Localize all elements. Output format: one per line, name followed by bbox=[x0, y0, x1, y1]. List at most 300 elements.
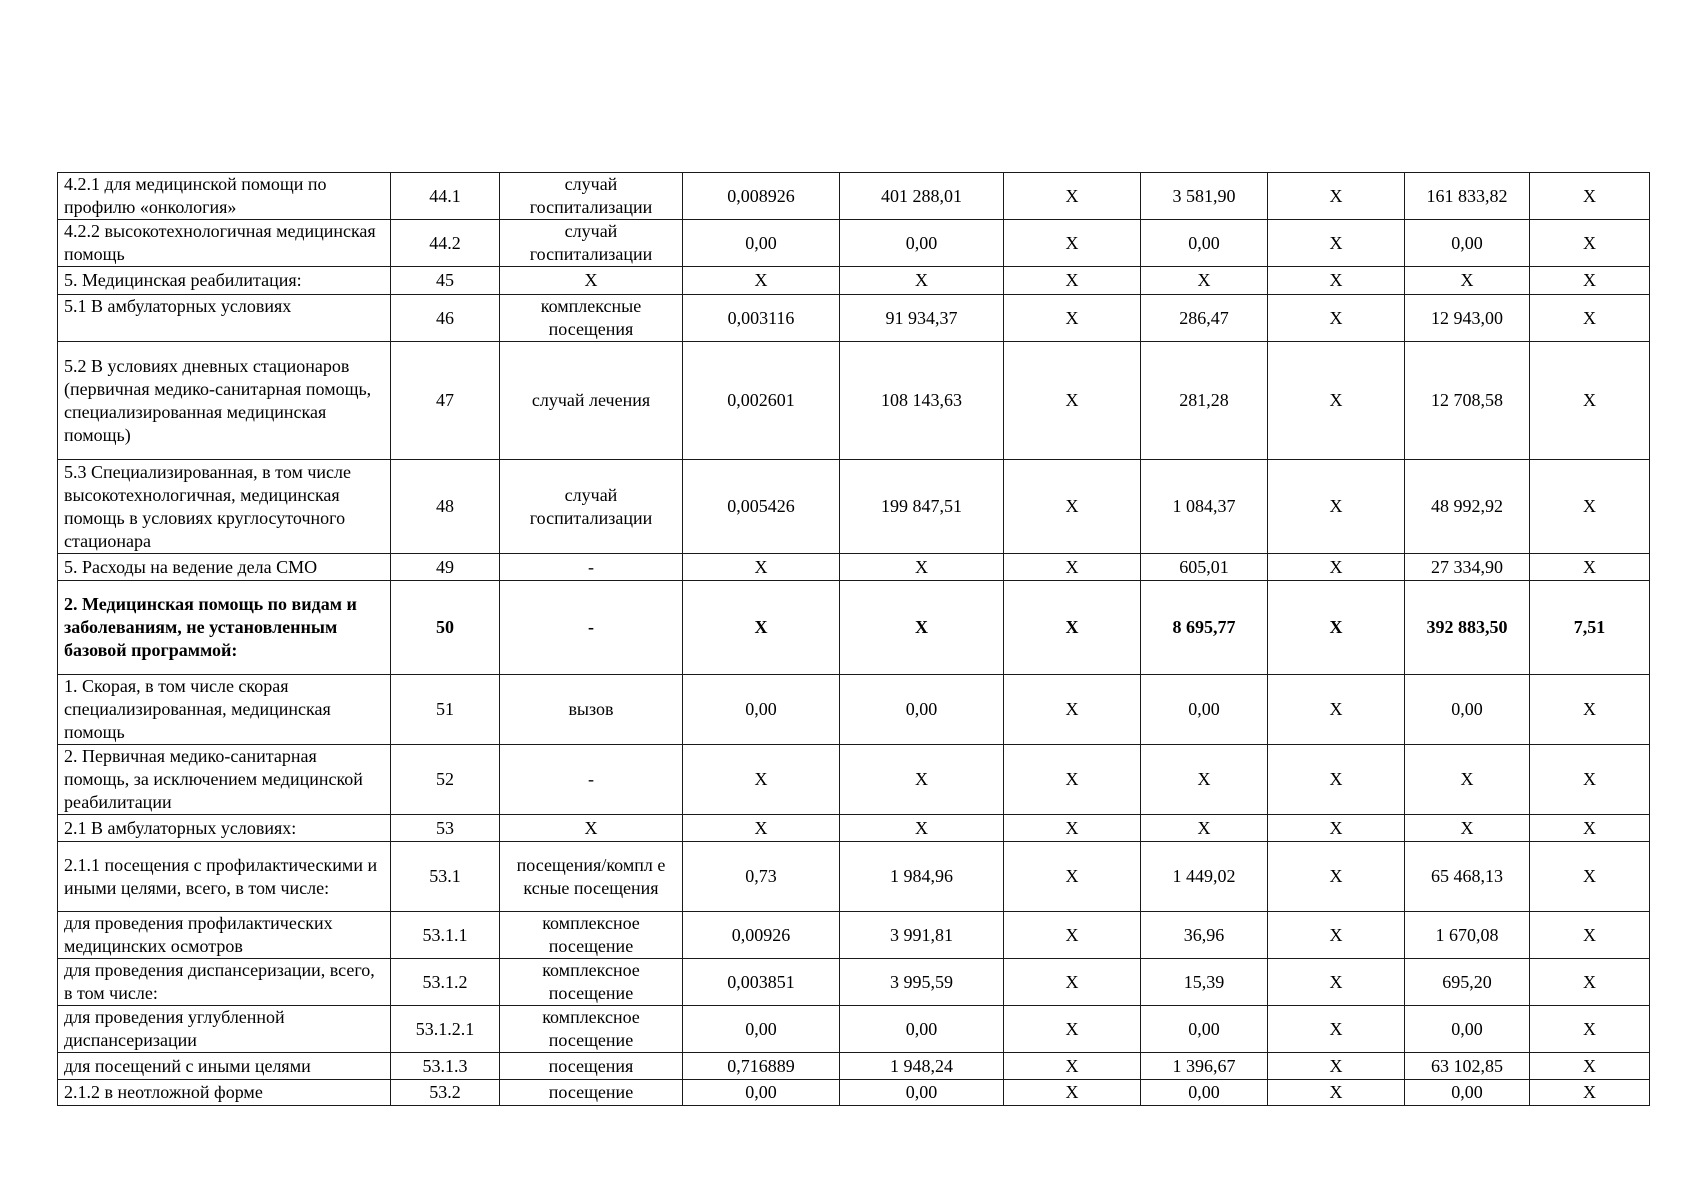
cell-value: X bbox=[1329, 699, 1343, 719]
cell-value: 53.2 bbox=[429, 1082, 461, 1102]
table-cell bbox=[500, 959, 683, 1006]
row-name: 2. Первичная медико-санитарная помощь, за исключением медицинской реабилитации bbox=[64, 746, 363, 812]
cell-value: X bbox=[1329, 924, 1343, 945]
cell-value: 0,00 bbox=[905, 1082, 938, 1102]
cell-value: 53 bbox=[436, 817, 454, 838]
table-cell bbox=[1268, 295, 1405, 342]
cell-value: X bbox=[1329, 496, 1343, 516]
table-cell bbox=[1405, 267, 1530, 295]
table-cell bbox=[840, 460, 1004, 554]
table-cell bbox=[1530, 581, 1650, 675]
cell-value: - bbox=[588, 769, 594, 789]
cell-value: X bbox=[1065, 390, 1079, 410]
cell-value: 199 847,51 bbox=[881, 496, 962, 516]
table-cell bbox=[500, 842, 683, 912]
cell-value: 52 bbox=[436, 769, 454, 789]
cell-value: X bbox=[1329, 270, 1343, 290]
cell-value: 65 468,13 bbox=[1431, 866, 1503, 886]
table-row bbox=[58, 1053, 1650, 1080]
row-name-cell bbox=[58, 745, 391, 815]
row-name-cell bbox=[58, 815, 391, 842]
cell-value: 53.1.3 bbox=[422, 1055, 468, 1076]
table-cell bbox=[1405, 295, 1530, 342]
cell-value: X bbox=[1583, 699, 1596, 719]
table-row bbox=[58, 745, 1650, 815]
cell-value: X bbox=[1065, 924, 1079, 945]
table-row bbox=[58, 267, 1650, 295]
table-cell bbox=[1530, 745, 1650, 815]
row-name-cell bbox=[58, 220, 391, 267]
table-cell bbox=[1141, 1006, 1268, 1053]
cell-value: X bbox=[915, 769, 928, 789]
cell-value: 0,73 bbox=[745, 866, 777, 886]
table-cell bbox=[500, 1006, 683, 1053]
cell-value: 1 984,96 bbox=[890, 866, 953, 886]
cell-value: X bbox=[1583, 270, 1596, 290]
table-cell bbox=[1530, 1053, 1650, 1080]
cell-value: 3 995,59 bbox=[890, 971, 953, 992]
table-cell bbox=[1004, 220, 1141, 267]
table-cell bbox=[1268, 173, 1405, 220]
cell-value: 0,005426 bbox=[727, 496, 795, 516]
cell-value: X bbox=[1583, 185, 1596, 206]
cell-value: - bbox=[588, 617, 594, 637]
table-cell bbox=[500, 460, 683, 554]
table-cell bbox=[391, 675, 500, 745]
cell-value: 0,00 bbox=[745, 1082, 777, 1102]
table-cell bbox=[1268, 912, 1405, 959]
row-name: 5.1 В амбулаторных условиях bbox=[64, 296, 292, 316]
row-name-cell bbox=[58, 554, 391, 581]
table-cell bbox=[1141, 581, 1268, 675]
row-name-cell bbox=[58, 342, 391, 460]
cell-value: 401 288,01 bbox=[881, 185, 962, 206]
cell-value: - bbox=[588, 556, 594, 577]
table-cell bbox=[1530, 912, 1650, 959]
cell-value: 0,00926 bbox=[731, 924, 791, 945]
cell-value: X bbox=[1065, 866, 1079, 886]
table-cell bbox=[1141, 912, 1268, 959]
cell-value: 49 bbox=[436, 556, 454, 577]
row-name-cell bbox=[58, 295, 391, 342]
row-name: 5.2 В условиях дневных стационаров (первичная медико-санитарная помощь, специализированная медицинская помощь) bbox=[64, 355, 372, 445]
cell-value: 12 943,00 bbox=[1431, 307, 1503, 328]
table-cell bbox=[1268, 267, 1405, 295]
cell-value: 1 670,08 bbox=[1435, 924, 1499, 945]
cell-value: 0,003851 bbox=[727, 971, 795, 992]
cell-value: X bbox=[1065, 817, 1079, 838]
table-cell bbox=[1405, 1006, 1530, 1053]
table-cell bbox=[1405, 815, 1530, 842]
table-cell bbox=[840, 842, 1004, 912]
cell-value: X bbox=[1065, 971, 1079, 992]
cell-value: 0,00 bbox=[905, 1018, 938, 1039]
table-cell bbox=[391, 581, 500, 675]
cell-value: X bbox=[1065, 1018, 1079, 1039]
table-cell bbox=[1141, 1080, 1268, 1106]
cell-value: X bbox=[1329, 556, 1343, 577]
table-cell bbox=[391, 220, 500, 267]
cell-value: 281,28 bbox=[1179, 390, 1229, 410]
table-cell bbox=[683, 460, 840, 554]
row-name: 4.2.2 высокотехнологичная медицинская помощь bbox=[64, 221, 376, 264]
table-cell bbox=[683, 1053, 840, 1080]
cell-value: X bbox=[915, 556, 928, 577]
cell-value: 1 449,02 bbox=[1172, 866, 1236, 886]
row-name: 4.2.1 для медицинской помощи по профилю «онкология» bbox=[64, 174, 327, 217]
table-cell bbox=[683, 173, 840, 220]
table-cell bbox=[1004, 675, 1141, 745]
table-cell bbox=[1530, 342, 1650, 460]
cell-value: X bbox=[1065, 1082, 1079, 1102]
cell-value: X bbox=[1460, 769, 1474, 789]
cell-value: X bbox=[915, 617, 928, 637]
cell-value: 286,47 bbox=[1179, 307, 1229, 328]
table-cell bbox=[391, 554, 500, 581]
cell-value: X bbox=[1329, 185, 1343, 206]
cell-value: 46 bbox=[436, 307, 454, 328]
table-cell bbox=[683, 220, 840, 267]
table-cell bbox=[840, 1006, 1004, 1053]
row-name-cell bbox=[58, 1053, 391, 1080]
row-name: 5. Медицинская реабилитация: bbox=[64, 270, 302, 290]
cell-value: X bbox=[1583, 1082, 1596, 1102]
cell-value: 0,00 bbox=[1451, 232, 1483, 253]
cell-value: 12 708,58 bbox=[1431, 390, 1503, 410]
cell-value: X bbox=[1065, 699, 1079, 719]
cell-value: 45 bbox=[436, 270, 454, 290]
table-cell bbox=[1141, 220, 1268, 267]
cell-value: 53.1.2 bbox=[422, 971, 468, 992]
table-cell bbox=[1004, 1053, 1141, 1080]
cell-value: 108 143,63 bbox=[881, 390, 962, 410]
table-cell bbox=[391, 842, 500, 912]
table-cell bbox=[1004, 815, 1141, 842]
cell-value: 48 992,92 bbox=[1431, 496, 1503, 516]
cell-value: посещение bbox=[548, 1082, 634, 1102]
table-cell bbox=[500, 295, 683, 342]
row-name-cell bbox=[58, 1080, 391, 1106]
cell-value: 47 bbox=[436, 390, 454, 410]
cell-value: X bbox=[1583, 1055, 1596, 1076]
table-cell bbox=[1405, 581, 1530, 675]
cell-value: 1 948,24 bbox=[890, 1055, 953, 1076]
table-cell bbox=[1141, 1053, 1268, 1080]
table-cell bbox=[1141, 342, 1268, 460]
table-cell bbox=[683, 912, 840, 959]
row-name: 2.1.2 в неотложной форме bbox=[64, 1082, 263, 1102]
table-cell bbox=[1141, 959, 1268, 1006]
cell-value: 605,01 bbox=[1179, 556, 1229, 577]
table-cell bbox=[840, 912, 1004, 959]
table-cell bbox=[1405, 460, 1530, 554]
table-cell bbox=[840, 675, 1004, 745]
table-row bbox=[58, 173, 1650, 220]
cell-value: X bbox=[1065, 496, 1079, 516]
cell-value: 27 334,90 bbox=[1431, 556, 1503, 577]
cell-value: 0,00 bbox=[1451, 699, 1483, 719]
cell-value: 44.2 bbox=[429, 232, 461, 253]
table-cell bbox=[1268, 1006, 1405, 1053]
cell-value: X bbox=[1329, 1055, 1343, 1076]
table-cell bbox=[1004, 173, 1141, 220]
cell-value: X bbox=[1583, 496, 1596, 516]
table-cell bbox=[1004, 912, 1141, 959]
cell-value: 0,00 bbox=[745, 699, 777, 719]
table-cell bbox=[1268, 745, 1405, 815]
table-cell bbox=[683, 1080, 840, 1106]
cell-value: X bbox=[754, 769, 768, 789]
row-name-cell bbox=[58, 1006, 391, 1053]
cell-value: X bbox=[1329, 390, 1343, 410]
table-cell bbox=[391, 1006, 500, 1053]
table-cell bbox=[1004, 1080, 1141, 1106]
row-name: для проведения диспансеризации, всего, в том числе: bbox=[64, 960, 375, 1003]
cell-value: 0,002601 bbox=[727, 390, 795, 410]
cell-value: случай госпитализации bbox=[529, 221, 653, 264]
table-row bbox=[58, 912, 1650, 959]
cell-value: 53.1.1 bbox=[422, 924, 468, 945]
table-cell bbox=[1405, 554, 1530, 581]
table-cell bbox=[391, 912, 500, 959]
table-cell bbox=[1141, 815, 1268, 842]
cell-value: 7,51 bbox=[1573, 617, 1606, 637]
table-cell bbox=[1530, 295, 1650, 342]
cell-value: X bbox=[1065, 1055, 1079, 1076]
cell-value: 695,20 bbox=[1442, 971, 1492, 992]
table-cell bbox=[1141, 460, 1268, 554]
document-sheet bbox=[57, 172, 1649, 1106]
table-cell bbox=[840, 581, 1004, 675]
cell-value: посещения bbox=[548, 1055, 634, 1076]
table-cell bbox=[1530, 842, 1650, 912]
table-cell bbox=[391, 745, 500, 815]
table-cell bbox=[500, 554, 683, 581]
table-cell bbox=[391, 1080, 500, 1106]
cell-value: X bbox=[1065, 556, 1079, 577]
table-cell bbox=[391, 815, 500, 842]
cell-value: X bbox=[1329, 971, 1343, 992]
table-row bbox=[58, 1006, 1650, 1053]
table-cell bbox=[840, 220, 1004, 267]
table-cell bbox=[500, 173, 683, 220]
cell-value: 0,00 bbox=[1188, 699, 1220, 719]
table-cell bbox=[1268, 554, 1405, 581]
row-name-cell bbox=[58, 581, 391, 675]
table-row bbox=[58, 959, 1650, 1006]
row-name: 2.1 В амбулаторных условиях: bbox=[64, 817, 297, 838]
table-cell bbox=[391, 1053, 500, 1080]
table-cell bbox=[1141, 173, 1268, 220]
cell-value: X bbox=[1583, 1018, 1596, 1039]
table-cell bbox=[1405, 173, 1530, 220]
cell-value: 0,716889 bbox=[727, 1055, 795, 1076]
table-cell bbox=[1405, 1080, 1530, 1106]
cell-value: X bbox=[1065, 232, 1079, 253]
cell-value: X bbox=[754, 556, 768, 577]
cell-value: 48 bbox=[436, 496, 454, 516]
cell-value: 161 833,82 bbox=[1426, 185, 1508, 206]
table-cell bbox=[1268, 815, 1405, 842]
table-cell bbox=[840, 267, 1004, 295]
cell-value: комплексные посещения bbox=[540, 296, 642, 339]
table-cell bbox=[500, 675, 683, 745]
row-name: 2.1.1 посещения с профилактическими и иными целями, всего, в том числе: bbox=[64, 854, 378, 898]
cell-value: X bbox=[1065, 307, 1079, 328]
cell-value: 91 934,37 bbox=[885, 307, 958, 328]
cell-value: 0,00 bbox=[1188, 1018, 1220, 1039]
table-row bbox=[58, 295, 1650, 342]
table-cell bbox=[1405, 745, 1530, 815]
table-cell bbox=[1141, 267, 1268, 295]
cell-value: X bbox=[915, 817, 928, 838]
table-cell bbox=[1004, 267, 1141, 295]
table-cell bbox=[1405, 675, 1530, 745]
cell-value: 3 991,81 bbox=[890, 924, 953, 945]
table-cell bbox=[500, 220, 683, 267]
table-cell bbox=[683, 342, 840, 460]
table-cell bbox=[840, 1053, 1004, 1080]
cell-value: X bbox=[1197, 270, 1211, 290]
cell-value: X bbox=[754, 617, 768, 637]
cell-value: X bbox=[1583, 817, 1596, 838]
cell-value: 50 bbox=[436, 617, 454, 637]
cell-value: X bbox=[1583, 971, 1596, 992]
table-cell bbox=[1530, 554, 1650, 581]
table-row bbox=[58, 460, 1650, 554]
cell-value: X bbox=[584, 817, 598, 838]
row-name: 5. Расходы на ведение дела СМО bbox=[64, 556, 318, 577]
cell-value: X bbox=[1329, 769, 1343, 789]
cell-value: X bbox=[1583, 232, 1596, 253]
table-cell bbox=[1405, 842, 1530, 912]
cell-value: вызов bbox=[568, 699, 614, 719]
table-cell bbox=[391, 460, 500, 554]
table-cell bbox=[1530, 959, 1650, 1006]
cell-value: комплексное посещение bbox=[542, 960, 640, 1003]
table-row bbox=[58, 1080, 1650, 1106]
cell-value: X bbox=[915, 270, 928, 290]
cell-value: X bbox=[1329, 866, 1343, 886]
cell-value: X bbox=[584, 270, 598, 290]
table-cell bbox=[1004, 554, 1141, 581]
table-cell bbox=[391, 173, 500, 220]
table-cell bbox=[1004, 460, 1141, 554]
cell-value: случай госпитализации bbox=[529, 174, 653, 217]
table-cell bbox=[683, 959, 840, 1006]
table-cell bbox=[840, 554, 1004, 581]
table-cell bbox=[683, 295, 840, 342]
table-row bbox=[58, 675, 1650, 745]
table-cell bbox=[391, 295, 500, 342]
table-cell bbox=[1004, 959, 1141, 1006]
table-cell bbox=[500, 581, 683, 675]
cell-value: X bbox=[1583, 769, 1596, 789]
table-cell bbox=[1405, 220, 1530, 267]
table-cell bbox=[683, 745, 840, 815]
cell-value: 0,00 bbox=[745, 1018, 777, 1039]
table-cell bbox=[683, 815, 840, 842]
table-cell bbox=[1268, 842, 1405, 912]
table-cell bbox=[1141, 295, 1268, 342]
table-cell bbox=[840, 342, 1004, 460]
cell-value: X bbox=[1197, 769, 1211, 789]
cell-value: X bbox=[1460, 270, 1474, 290]
cell-value: 15,39 bbox=[1183, 971, 1225, 992]
table-cell bbox=[391, 267, 500, 295]
table-cell bbox=[683, 675, 840, 745]
table-cell bbox=[1530, 460, 1650, 554]
cell-value: X bbox=[1065, 769, 1079, 789]
financing-table bbox=[57, 172, 1650, 1106]
cell-value: 0,00 bbox=[905, 699, 938, 719]
cell-value: X bbox=[1583, 556, 1596, 577]
row-name: для посещений с иными целями bbox=[64, 1055, 311, 1076]
table-cell bbox=[683, 581, 840, 675]
cell-value: X bbox=[1197, 817, 1211, 838]
table-cell bbox=[1405, 912, 1530, 959]
table-cell bbox=[840, 959, 1004, 1006]
cell-value: 1 396,67 bbox=[1172, 1055, 1236, 1076]
row-name-cell bbox=[58, 267, 391, 295]
cell-value: 0,003116 bbox=[727, 307, 795, 328]
cell-value: X bbox=[1329, 817, 1343, 838]
table-cell bbox=[500, 342, 683, 460]
table-cell bbox=[391, 959, 500, 1006]
cell-value: X bbox=[1329, 617, 1343, 637]
cell-value: случай лечения bbox=[531, 390, 651, 410]
table-cell bbox=[1530, 220, 1650, 267]
table-cell bbox=[1004, 1006, 1141, 1053]
cell-value: 0,00 bbox=[905, 232, 938, 253]
table-cell bbox=[1268, 1053, 1405, 1080]
cell-value: 0,00 bbox=[1188, 232, 1220, 253]
table-cell bbox=[1004, 745, 1141, 815]
table-cell bbox=[1530, 675, 1650, 745]
row-name-cell bbox=[58, 460, 391, 554]
row-name-cell bbox=[58, 959, 391, 1006]
table-cell bbox=[683, 554, 840, 581]
table-cell bbox=[840, 295, 1004, 342]
table-cell bbox=[840, 815, 1004, 842]
table-cell bbox=[1268, 342, 1405, 460]
table-cell bbox=[683, 1006, 840, 1053]
table-cell bbox=[1268, 959, 1405, 1006]
table-cell bbox=[1405, 342, 1530, 460]
cell-value: 0,00 bbox=[1188, 1082, 1220, 1102]
cell-value: 0,008926 bbox=[727, 185, 795, 206]
cell-value: X bbox=[1065, 617, 1079, 637]
table-cell bbox=[1268, 1080, 1405, 1106]
cell-value: 3 581,90 bbox=[1172, 185, 1236, 206]
table-cell bbox=[1004, 295, 1141, 342]
table-cell bbox=[840, 173, 1004, 220]
table-cell bbox=[1530, 267, 1650, 295]
cell-value: 0,00 bbox=[745, 232, 777, 253]
table-cell bbox=[500, 912, 683, 959]
table-cell bbox=[1405, 959, 1530, 1006]
table-cell bbox=[1004, 842, 1141, 912]
cell-value: 0,00 bbox=[1451, 1082, 1483, 1102]
cell-value: 53.1.2.1 bbox=[415, 1018, 475, 1039]
table-cell bbox=[683, 267, 840, 295]
cell-value: комплексное посещение bbox=[542, 913, 640, 956]
row-name: для проведения углубленной диспансеризации bbox=[64, 1007, 285, 1050]
table-cell bbox=[1268, 675, 1405, 745]
table-cell bbox=[1268, 581, 1405, 675]
table-cell bbox=[500, 745, 683, 815]
table-row bbox=[58, 342, 1650, 460]
